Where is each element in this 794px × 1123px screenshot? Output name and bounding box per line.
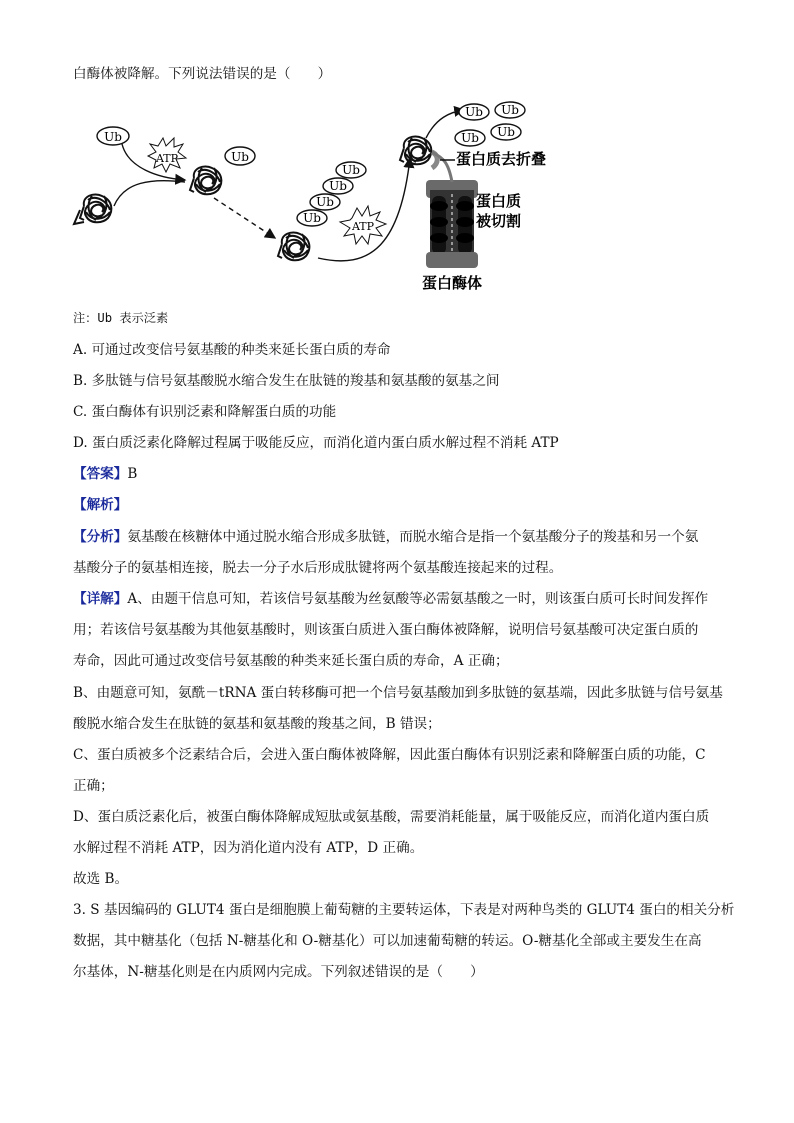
- fenxi-line-2: 基酸分子的氨基相连接，脱去一分子水后形成肽键将两个氨基酸连接起来的过程。: [73, 560, 563, 576]
- xiangjie-line-8: D、蛋白质泛素化后，被蛋白酶体降解成短肽或氨基酸，需要消耗能量，属于吸能反应，而消化道内蛋白质: [73, 809, 710, 825]
- atp-star-1: [148, 138, 186, 172]
- svg-text:Ub: Ub: [316, 195, 334, 209]
- option-c: C. 蛋白酶体有识别泛素和降解蛋白质的功能: [73, 404, 337, 420]
- analysis-heading: [73, 495, 127, 515]
- question-stem-tail: 白酶体被降解。下列说法错误的是（ ）: [73, 66, 332, 82]
- xiangjie-line-7: 正确；: [73, 778, 114, 794]
- label-proteasome: 蛋白酶体: [422, 274, 483, 292]
- xiangjie-line-6: C、蛋白质被多个泛素结合后，会进入蛋白酶体被降解，因此蛋白酶体有识别泛素和降解蛋白质的功能，C: [73, 747, 706, 763]
- ubiquitin-oval-2: [225, 147, 255, 165]
- label-unfold: 蛋白质去折叠: [456, 150, 547, 168]
- svg-text:ATP: ATP: [155, 152, 179, 165]
- svg-text:Ub: Ub: [329, 179, 347, 193]
- xiangjie-line-1: [73, 589, 708, 609]
- xiangjie-line-5: 酸脱水缩合发生在肽链的氨基和氨基酸的羧基之间，B 错误；: [73, 716, 441, 732]
- protein-blob-1: [74, 194, 111, 224]
- xiangjie-line-4: B、由题意可知，氨酰－tRNA 蛋白转移酶可把一个信号氨基酸加到多肽链的氨基端，因此多肽链与信号氨基: [73, 685, 723, 701]
- released-ubiquitin: [455, 102, 525, 146]
- question-3-line-3: 尔基体，N-糖基化则是在内质网内完成。下列叙述错误的是（ ）: [73, 964, 484, 980]
- xiangjie-line-3: 寿命，因此可通过改变信号氨基酸的种类来延长蛋白质的寿命，A 正确；: [73, 653, 509, 669]
- question-3-line-2: 数据，其中糖基化（包括 N-糖基化和 O-糖基化）可以加速葡萄糖的转运。O-糖基化全部或主要发生在高: [73, 933, 702, 949]
- xiangjie-line-2: 用；若该信号氨基酸为其他氨基酸时，则该蛋白质进入蛋白酶体被降解，说明信号氨基酸可决定蛋白质的: [73, 622, 699, 638]
- xiangjie-tag: 【详解】: [73, 591, 128, 607]
- option-a: A. 可通过改变信号氨基酸的种类来延长蛋白质的寿命: [73, 342, 391, 358]
- label-cut-2: 被切割: [476, 212, 522, 230]
- arrow-1-tail: [114, 181, 185, 206]
- protein-blob-2: [190, 166, 221, 194]
- protein-blob-4: [400, 136, 431, 164]
- fenxi-line-1: [73, 527, 698, 547]
- option-d: D. 蛋白质泛素化降解过程属于吸能反应，而消化道内蛋白质水解过程不消耗 ATP: [73, 435, 559, 451]
- svg-text:Ub: Ub: [104, 130, 122, 144]
- answer-value: B: [127, 466, 138, 482]
- dashed-arrow: [214, 198, 275, 238]
- ubiquitin-oval-1: [97, 127, 129, 145]
- fenxi-text-1: 氨基酸在核糖体中通过脱水缩合形成多肽链，而脱水缩合是指一个氨基酸分子的羧基和另一个氨: [127, 529, 699, 545]
- ubiquitin-proteasome-diagram: [70, 98, 570, 298]
- question-3-line-1: 3. S 基因编码的 GLUT4 蛋白是细胞膜上葡萄糖的主要转运体，下表是对两种鸟类的 GLUT4 蛋白的相关分析: [73, 902, 735, 918]
- protein-blob-3: [278, 232, 309, 260]
- atp-star-2: [340, 206, 386, 244]
- xiangjie-text-1: A、由题干信息可知，若该信号氨基酸为丝氨酸等必需氨基酸之一时，则该蛋白质可长时间发挥作: [127, 591, 709, 607]
- figure-note: 注：Ub 表示泛素: [73, 311, 169, 325]
- svg-text:Ub: Ub: [501, 103, 519, 117]
- svg-text:Ub: Ub: [497, 125, 515, 139]
- svg-text:Ub: Ub: [303, 211, 321, 225]
- answer-tag: 【答案】: [73, 466, 128, 482]
- svg-text:Ub: Ub: [342, 163, 360, 177]
- option-b: B. 多肽链与信号氨基酸脱水缩合发生在肽链的羧基和氨基酸的氨基之间: [73, 373, 500, 389]
- conclusion-line: 故选 B。: [73, 871, 129, 887]
- label-cut-1: 蛋白质: [476, 192, 522, 210]
- analysis-tag: 【解析】: [73, 497, 128, 513]
- fenxi-tag: 【分析】: [73, 529, 128, 545]
- svg-text:Ub: Ub: [231, 150, 249, 164]
- svg-text:Ub: Ub: [465, 105, 483, 119]
- svg-text:Ub: Ub: [461, 131, 479, 145]
- svg-text:ATP: ATP: [351, 220, 375, 233]
- proteasome-shape: [426, 152, 478, 268]
- answer-line: [73, 464, 137, 484]
- xiangjie-line-9: 水解过程不消耗 ATP，因为消化道内没有 ATP，D 正确。: [73, 840, 424, 856]
